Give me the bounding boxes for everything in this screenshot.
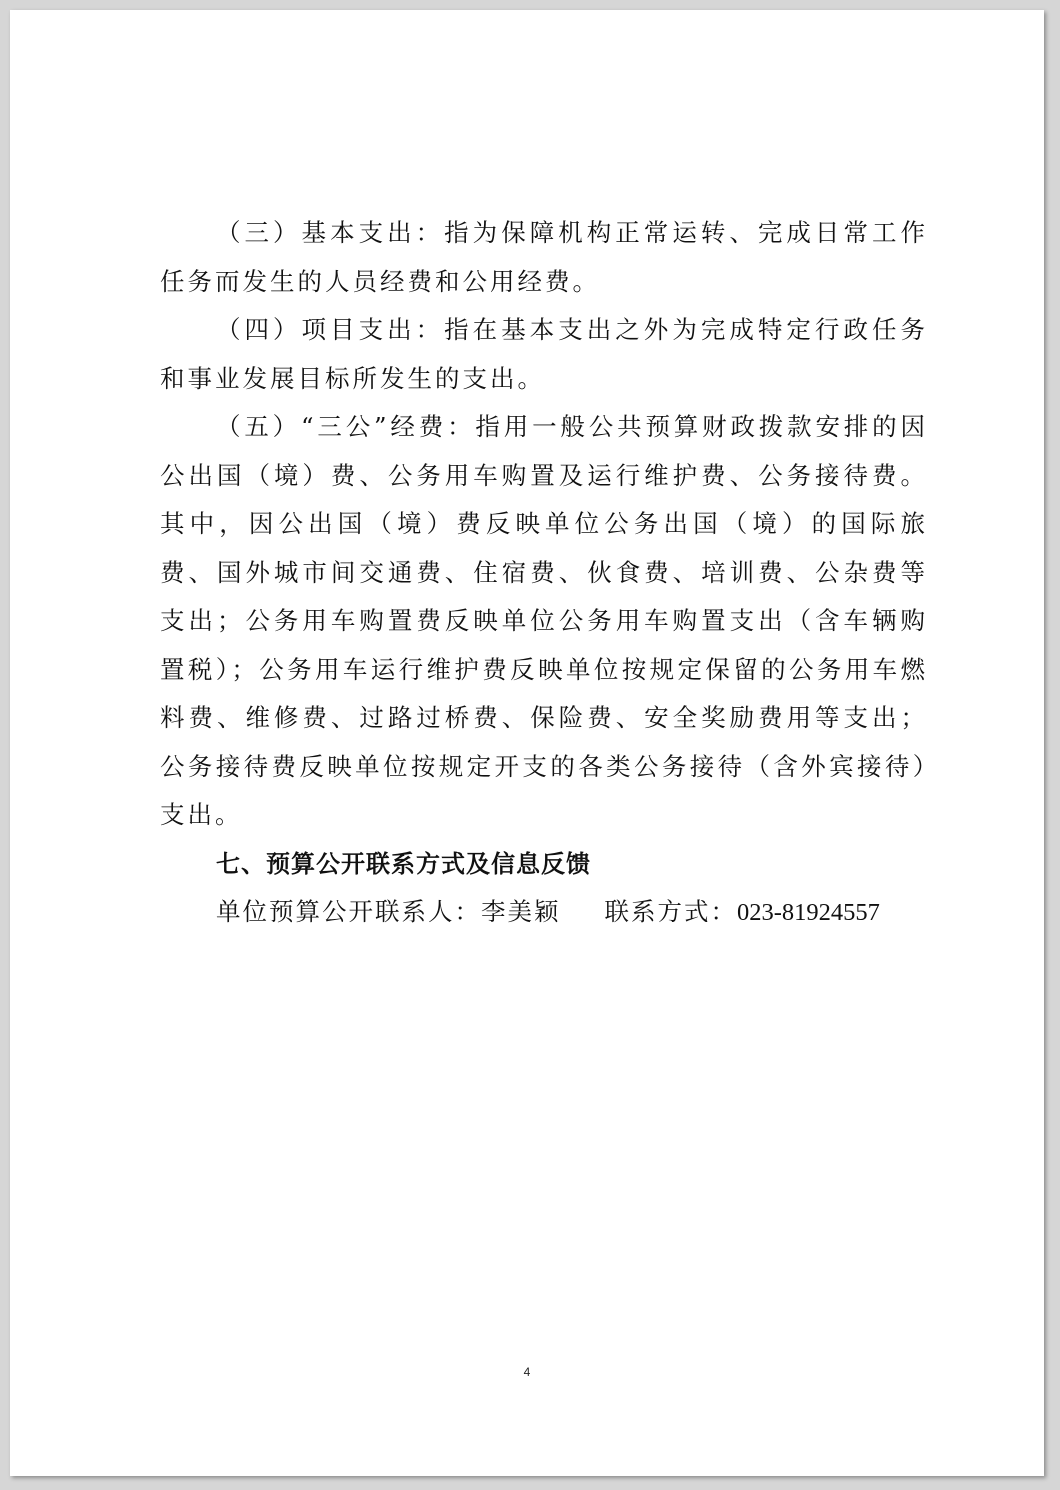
document-page — [10, 10, 1044, 1476]
paragraph-three-public-expenses: （五）“三公”经费：指用一般公共预算财政拨款安排的因公出国（境）费、公务用车购置及运行维护费、公务接待费。其中，因公出国（境）费反映单位公务出国（境）的国际旅费、国外城市间交通费、住宿费、伙食费、培训费、公杂费等支出；公务用车购置费反映单位公务用车购置支出（含车辆购置税）；公务用车运行维护费反映单位按规定保留的公务用车燃料费、维修费、过路过桥费、保险费、安全奖励费用等支出；公务接待费反映单位按规定开支的各类公务接待（含外宾接待）支出。 — [160, 412, 928, 829]
contact-phone-number: 023-81924557 — [737, 899, 880, 926]
paragraph-basic-expenditure: （三）基本支出：指为保障机构正常运转、完成日常工作任务而发生的人员经费和公用经费。 — [160, 218, 928, 296]
contact-line — [160, 888, 928, 938]
contact-person-name: 李美颖 — [481, 897, 561, 926]
section-heading: 七、预算公开联系方式及信息反馈 — [216, 849, 591, 878]
paragraph-project-expenditure: （四）项目支出：指在基本支出之外为完成特定行政任务和事业发展目标所发生的支出。 — [160, 315, 928, 393]
page-number: 4 — [523, 1365, 531, 1379]
page-content — [160, 209, 928, 938]
contact-phone-label: 联系方式： — [604, 897, 737, 926]
contact-person-label: 单位预算公开联系人： — [216, 897, 481, 926]
